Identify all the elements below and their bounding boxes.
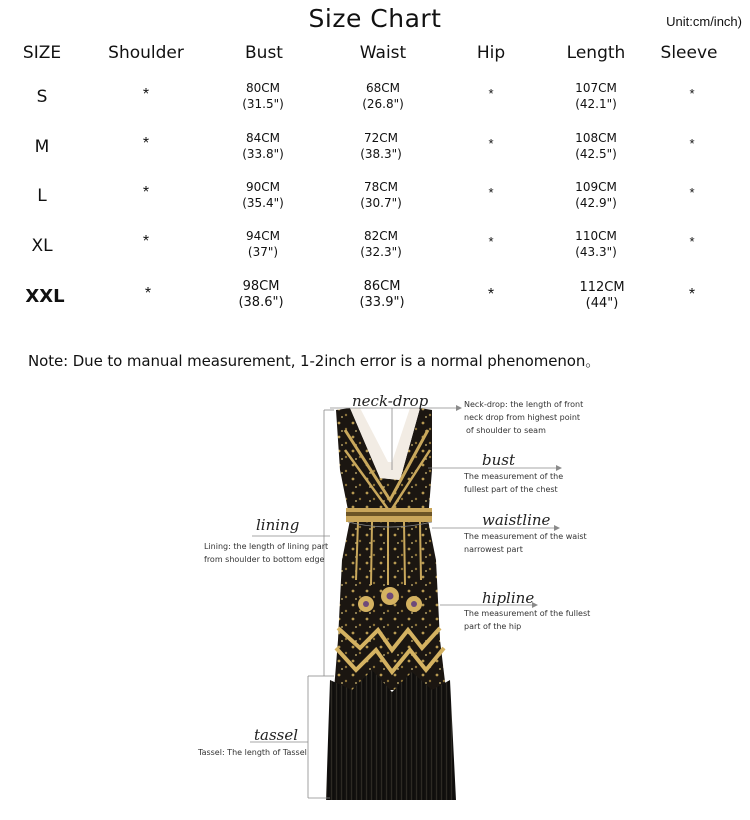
lining-description: Lining: the length of lining part from shoulder to bottom edge <box>204 542 329 564</box>
header-hip: Hip <box>476 43 506 63</box>
bust-cell: 80CM (31.5") <box>242 81 284 111</box>
length-cell: 112CM (44") <box>579 280 625 311</box>
shoulder-cell: * <box>144 285 152 302</box>
hip-cell: * <box>488 234 494 249</box>
size-cell: S <box>36 87 48 107</box>
header-length: Length <box>566 43 626 63</box>
bust-label: bust <box>482 451 515 469</box>
bust-cell: 94CM (37") <box>245 229 281 259</box>
size-cell: M <box>34 137 50 157</box>
hip-cell: * <box>488 185 494 200</box>
measurement-note: Note: Due to manual measurement, 1-2inch error is a normal phenomenon。 <box>28 352 601 370</box>
waist-cell: 72CM (38.3") <box>360 131 402 161</box>
sleeve-cell: * <box>689 136 695 151</box>
tassel-label: tassel <box>254 726 299 744</box>
bust-description: The measurement of the fullest part of the chest <box>464 472 564 494</box>
shoulder-cell: * <box>142 135 150 152</box>
tassel-description: Tassel: The length of Tassel <box>198 748 307 757</box>
length-cell: 109CM (42.9") <box>575 180 617 210</box>
sleeve-cell: * <box>689 234 695 249</box>
length-cell: 110CM (43.3") <box>575 229 617 259</box>
sleeve-cell: * <box>689 185 695 200</box>
sleeve-cell: * <box>689 86 695 101</box>
shoulder-cell: * <box>142 86 150 103</box>
shoulder-cell: * <box>142 184 150 201</box>
neck-drop-description: Neck-drop: the length of front neck drop from highest point of shoulder to seam <box>464 400 584 435</box>
unit-label: Unit:cm/inch) <box>666 14 742 29</box>
waist-cell: 68CM (26.8") <box>362 81 404 111</box>
bust-cell: 84CM (33.8") <box>242 131 284 161</box>
hipline-label: hipline <box>482 589 535 607</box>
hip-cell: * <box>487 286 495 303</box>
length-cell: 107CM (42.1") <box>575 81 617 111</box>
size-cell: L <box>37 186 47 206</box>
size-chart-title: Size Chart <box>308 4 442 33</box>
length-cell: 108CM (42.5") <box>575 131 617 161</box>
waistline-description: The measurement of the waist narrowest part <box>464 532 587 554</box>
header-shoulder: Shoulder <box>108 43 184 63</box>
bust-cell: 90CM (35.4") <box>242 180 284 210</box>
lining-label: lining <box>256 516 300 534</box>
waist-cell: 86CM (33.9") <box>359 279 405 310</box>
header-bust: Bust <box>245 43 283 63</box>
header-waist: Waist <box>359 43 407 63</box>
header-sleeve: Sleeve <box>660 43 718 63</box>
hip-cell: * <box>488 86 494 101</box>
bust-cell: 98CM (38.6") <box>238 279 284 310</box>
size-cell: XL <box>31 236 53 256</box>
size-cell: XXL <box>25 286 65 307</box>
waist-cell: 78CM (30.7") <box>360 180 402 210</box>
dress-illustration <box>326 408 456 800</box>
waist-cell: 82CM (32.3") <box>360 229 402 259</box>
waistline-label: waistline <box>482 511 551 529</box>
neck-drop-label: neck-drop <box>352 392 429 410</box>
header-size: SIZE <box>22 43 62 63</box>
shoulder-cell: * <box>142 233 150 250</box>
hip-cell: * <box>488 136 494 151</box>
hipline-description: The measurement of the fullest part of the hip <box>464 609 591 631</box>
sleeve-cell: * <box>688 286 696 303</box>
